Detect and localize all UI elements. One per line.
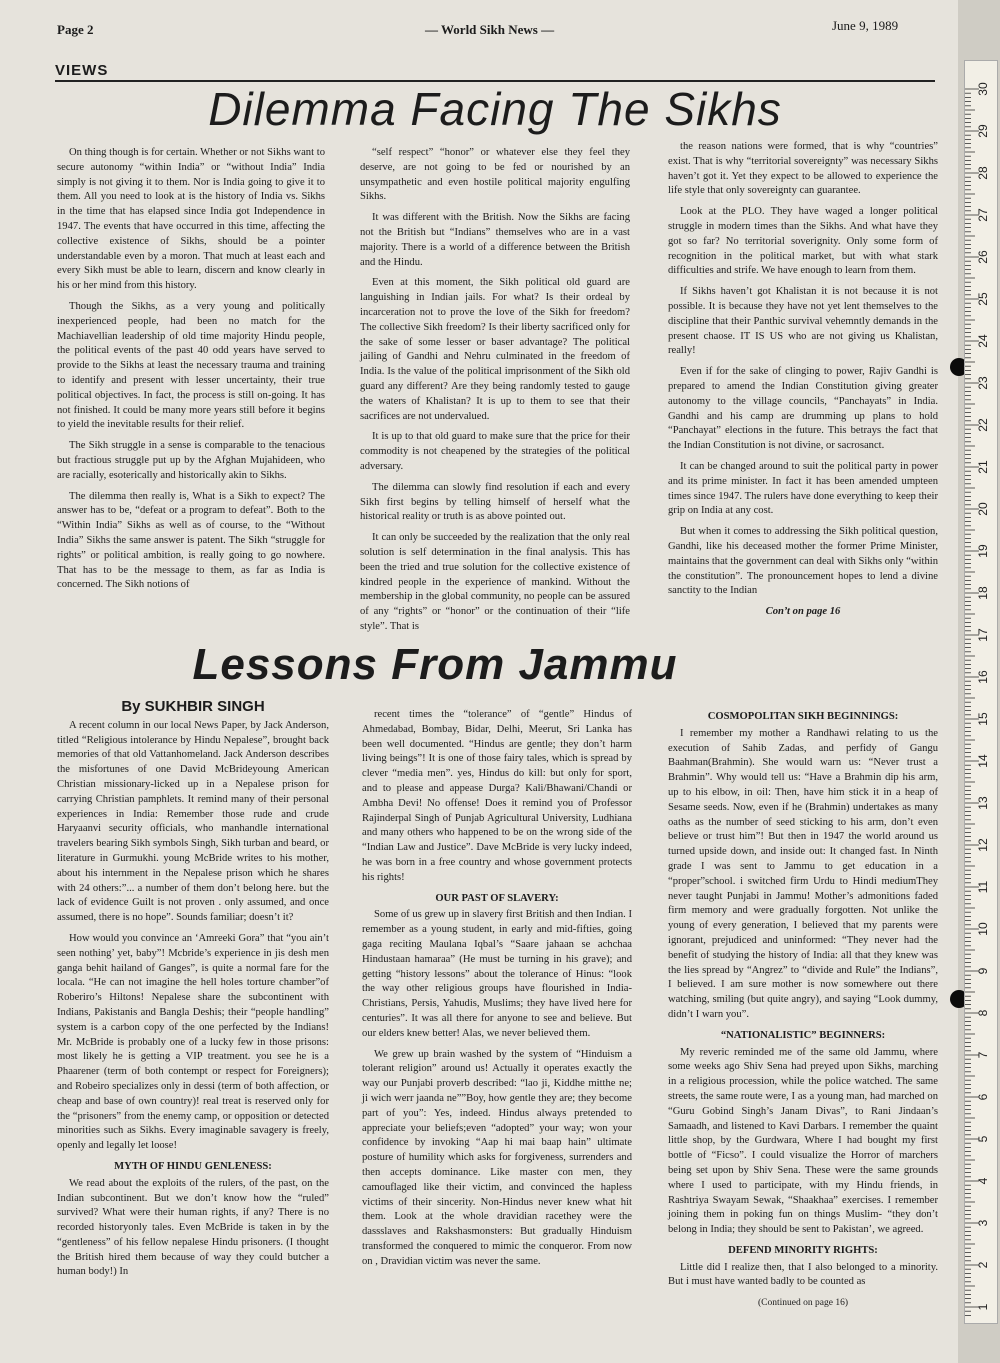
- ruler-label: 16: [976, 670, 990, 684]
- article-title: Dilemma Facing The Sikhs: [208, 83, 782, 135]
- ruler-ticks: [965, 61, 997, 1323]
- article2-column-3: [668, 706, 938, 1311]
- subhead-cosmopolitan: COSMOPOLITAN SIKH BEGINNINGS:: [707, 711, 899, 722]
- ruler-label: 26: [976, 250, 990, 264]
- ruler-label: 1: [976, 1303, 990, 1311]
- ruler-label: 15: [976, 712, 990, 726]
- paragraph: The Sikh struggle in a sense is comparable to the tenacious but fractious struggle put up by the Afghan Mujahideen, who are racially, esoterically and historically akin to Sikhs.: [57, 440, 325, 481]
- ruler-label: 24: [976, 334, 990, 348]
- paragraph: The dilemma then really is, What is a Sikh to expect? The answer has to be, “defeat or a program to defeat”. Both to the “Within India” Sikhs as well as of course, to the “Without India” Sikhs the same answer is patent. The Sikh “struggle for rights” or political ambition, is really going to go nowhere. That has to be the message to them, as far as India is concerned. The Sikh notions of: [57, 490, 325, 591]
- paragraph: the reason nations were formed, that is why “countries” exist. That is why “territorial sovereignty” was necessary Sikhs haven’t got it. Yet they expect to be allowed to experience the life style that only sovereignty can guarantee.: [668, 141, 938, 197]
- ruler-label: 4: [976, 1177, 990, 1185]
- ruler-label: 2: [976, 1261, 990, 1269]
- section-label: VIEWS: [55, 62, 109, 79]
- article-title-2: Lessons From Jammu: [192, 640, 678, 689]
- paragraph: If Sikhs haven’t got Khalistan it is not because it is not possible. It is because they have not yet lent themselves to the discipline that their Panthic survival vehemntly demands in the present chaose. IT IS US who are not giving us Khalistan, really!: [668, 286, 938, 357]
- ruler-label: 18: [976, 586, 990, 600]
- paragraph: Little did I realize then, that I also belonged to a minority. But i must have wanted badly to be counted as: [668, 1261, 938, 1288]
- ruler-label: 8: [976, 1009, 990, 1017]
- paragraph: recent times the “tolerance” of “gentle” Hindus of Ahmedabad, Bombay, Bidar, Delhi, Meerut, Sri Lanka has been well documented. “Hindus are gentle; they don’t harm living beings”! It is one of those fairy tales, which is spread by clever “media men”. yes, Hindus do kill: but only for sport, and to please and appease Durga? Kali/Bhawani/Chandi or Ambha Devi! No offense! Does it remind you of Professor Rajinderpal Singh of Punjab Agricultural University, Ludhiana and many others who happened to be on the wrong side of the “Indian Law and Justice”. Dave McBride is very lucky indeed, he was born in a free country and whose government protects his rights!: [362, 709, 632, 883]
- ruler-label: 10: [976, 922, 990, 936]
- continued-note: Con’t on page 16: [765, 606, 841, 618]
- subhead-myth: MYTH OF HINDU GENLENESS:: [114, 1160, 272, 1172]
- paragraph: It can be changed around to suit the political party in power and its prime minister. In fact it has been amended umpteen times since 1947. The rulers have done everything to keep their grip on India at any cost.: [668, 460, 938, 517]
- ruler-label: 13: [976, 796, 990, 810]
- paragraph: “self respect” “honor” or whatever else they feel they deserve, are not going to be fed or nourished by an unsympathetic and even hostile political majority engulfing Sikhs.: [360, 147, 630, 203]
- paragraph: We read about the exploits of the rulers, of the past, on the Indian subcontinent. But we don’t know how the “ruled” survived? What were their human rights, if any? There is no recorded historyonly tales. Even McBride is taken in by the “gentleness” of his fellow nepalese Hindu prisoners. (I thought the British hired them because of way they could butcher a human body!) In: [57, 1177, 329, 1278]
- issue-date: June 9, 1989: [832, 18, 899, 33]
- ruler-label: 14: [976, 754, 990, 768]
- continued-note: (Continued on page 16): [758, 1298, 848, 1309]
- ruler-label: 12: [976, 838, 990, 852]
- ruler-label: 20: [976, 502, 990, 516]
- paragraph: Even at this moment, the Sikh political old guard are languishing in Indian jails. For what? Is their ordeal by incarceration not to prove the love of the Sikh for freedom? The collective Sikh freedom? Is their liberty sacrificed only for the sake of some lesser or baser advantage? The political jailing of Gandhi and Nehru culminated in the freedom of India. Is the value of the political imprisonment of the Sikh old guard any different? Are they being randomly tested to gauge the waters of Khalistan? It is up to them to see that their sacrifices are not undervalued.: [360, 277, 630, 422]
- ruler-label: 27: [976, 208, 990, 222]
- ruler-label: 23: [976, 376, 990, 390]
- paragraph: Look at the PLO. They have waged a longer political struggle in modern times than the Sikhs. And what have they got so far? No territorial soverignity. Only some form of recognition in the political market, but with what stark difficulties and strife. We have enough to learn from them.: [668, 206, 938, 277]
- subhead-nationalistic: “NATIONALISTIC” BEGINNERS:: [720, 1029, 886, 1041]
- ruler-label: 6: [976, 1093, 990, 1101]
- paragraph: How would you convince an ‘Amreeki Gora” that “you ain’t seen nothing’ yet, baby”! Mcbride’s experience in jis desh men ganga behit hailand of Ganges”, is quite a normal fare for the locala. “He can not imagine the hell holes torture chamber”of Roberiro’s Hiltons! Nepalese share the subcontinent with Indians, Pakistanis and Bangla Deshis; their “people handling” system is a carbon copy of the one perfected by the Indians! Mr. McBride is probably one of a lucky few in those prisons: most likely he is getting a VIP treatment. you see he is a Phaarener (term of both contempt or respect for Foreigners); and Robeiro specializes only in dessi (term of both affection, or cheap and base of own country)! real treat is reserved only for the “prisoners” from the enemy camp, or opposition or detected minorities such as Sikhs. Every imaginable savagery is freely, openly and legally let loose!: [57, 932, 329, 1152]
- ruler-label: 19: [976, 544, 990, 558]
- subhead-slavery: OUR PAST OF SLAVERY:: [435, 892, 559, 904]
- article1-column-1: [57, 146, 325, 599]
- measuring-ruler: [964, 60, 998, 1324]
- paragraph: Even if for the sake of clinging to power, Rajiv Gandhi is prepared to amend the Indian Constitution giving greater autonomy to the village councils, “Panchayats” in India. Gandhi and his camp are drumming up plans to hold “Panchayat” elections in the future. This betrays the fact that the Indian Constitution is not divine, or sacrosanct.: [668, 366, 938, 452]
- ruler-label: 30: [976, 82, 990, 96]
- ruler-label: 11: [976, 880, 990, 894]
- article1-column-2: [360, 146, 630, 641]
- section-bar: [55, 60, 935, 82]
- article1-column-3: [668, 140, 938, 620]
- paragraph: A recent column in our local News Paper, by Jack Anderson, titled “Religious intolerance by Hindu Nepalese”, brought back memories of that old Vattanhomeland. Jack Anderson describes the misfortunes of one David McBrideyoung American Christian missionary-licked up in a Nepalese prison for carrying Christian pamphlets. It remind many of their personal experiences in India: Remember those rude and crude Haryaanvi security officials, who manhandle international travelers bearing Sikh symbols Singh, Sikh turban and beard, or literature in Gurmukhi. young McBride writes to his mother, about his internment in the Nepalese prison which he shares with 24 others:”... a number of them don’t belong here. but the lack of evidence Guilt is not proven . only assumed, and once assumed, there is no hope”. Sounds familiar; doesn’t it?: [57, 719, 329, 924]
- paragraph: I remember my mother a Randhawi relating to us the execution of Sahib Zadas, and perfidy of Gangu Baahman(Brahmin). She would warn us: “Never trust a Brahmin”. Why would tell us: “Have a Brahmin dip his arm, up to his elbow, in oil: Then, have him stick it in a heap of Sesame seeds. Now, even if he (Brahmin) undertakes as many oaths as the number of seed sticking to his arm, don’t even believe or trust him”! But then in 1947 the world around us turned upside down, and inside out: It changed fast. In Ninth grade I was sent to Jammu to get education in a “proper”school. i switched firm Urdu to Hindi mediumThey never taught Punjabi in Jammu! Mother’s admonitions faded firm memory and were gradually forgotten. Not unlike the young of every generation, I believed that my parents were ignorant, prejudiced and uninformed: “They never had the benefit of studying the history of India: all that they knew was the lies spread by “Angrez” to “divide and Rule” the Indians”, I believed. I am sure mother is now somewhere out there watching, smiling (but quite angry), and saying “Look dummy, didn’t I warn you”.: [668, 727, 938, 1020]
- paragraph: The dilemma can slowly find resolution if each and every Sikh first begins by telling himself of herself what the historical reality or truth is as above pointed out.: [360, 481, 630, 523]
- ruler-label: 9: [976, 967, 990, 975]
- paragraph: It was different with the British. Now the Sikhs are facing not the British but “Indians” themselves who are in a vast majority. There is a world of a difference between the British and the Hindu.: [360, 212, 630, 268]
- ruler-label: 22: [976, 418, 990, 432]
- newspaper-name: — World Sikh News —: [425, 22, 555, 37]
- paragraph: We grew up brain washed by the system of “Hinduism a tolerant religion” around us! Actually it operates exactly the way our Punjabi proverb described: “lao ji, Kiddhe mitthe ne; ji wich werr jaanda ne””Boy, how gentle they are; they become part of you”: Yes, indeed. Hindus always pretended to appreciate your beliefs;even “adopted” your way; won your confidence by invoking “Aap hi mai baap hain” ultimate posture of humility which asks for forgiveness, surrenders and then accepts dominance. Like master con men, they camouflaged like their victim, and convinced the hapless victims of their sincerity. Non-Hindus never knew what hit them. Look at the whole dravidian racethey were the dassslaves and Rakshasmonsters: But gradually Hinduism transformed the conquered to mimic the conqueror. From now on , Dravidian victim was never the same.: [362, 1048, 632, 1267]
- paragraph: On thing though is for certain. Whether or not Sikhs want to secure autonomy “within India” or “without India” India simply is not giving it to them. Nor is India going to give it to them. All you need to look at is the history of India vs. Sikhs in the time that has elapsed since India got Independence in 1947. The events that have occurred in this time, affecting the collective existence of Sikhs, should be a pointer understandable even by a moron. That much at least each and every Sikh must be able to learn, discern and know clearly in his or her mind from this history.: [57, 147, 325, 292]
- ruler-label: 7: [976, 1051, 990, 1059]
- article2-column-2: [362, 708, 632, 1275]
- subhead-minority: DEFEND MINORITY RIGHTS:: [728, 1244, 878, 1256]
- paragraph: But when it comes to addressing the Sikh political question, Gandhi, like his deceased mother the former Prime Minister, maintains that the government can deal with Sikhs only “within the constitution”. The pronouncement hopes to lend a divine sanctity to the Indian: [668, 526, 938, 597]
- page-number: Page 2: [57, 22, 94, 37]
- ruler-label: 5: [976, 1135, 990, 1143]
- paragraph: Though the Sikhs, as a very young and politically inexperienced people, had been no match for the Machiavellian leadership of old time majority Hindu people, the political events of the past 40 odd years have served to provide to the Sikhs at least the necessary trauma and training to identify and present with lesser uncertainty, their true political objectives. In fact, the process is still on-going. It has not finished. It could be many more years still before it begins to yield the inevitable results for their relief.: [57, 300, 325, 431]
- article2-column-1: [57, 700, 329, 1286]
- ruler-label: 21: [976, 460, 990, 474]
- paragraph: It is up to that old guard to make sure that the price for their commodity is not cheapened by the strategies of the political adversary.: [360, 431, 630, 472]
- paragraph: It can only be succeeded by the realization that the only real solution is self determination in the final analysis. This has been the tried and true solution for the collective existence of kindred people in the experience of mankind. Without the membership in the global community, no people can be assured of any “rights” or “honor” or the continuation of their “life style”. That is: [360, 532, 630, 632]
- paragraph: My reveric reminded me of the same old Jammu, where some weeks ago Shiv Sena had preyed upon Sikhs, marching in a religious procession, while the police watched. The same streets, the same route were, I as a young man, had marched on “Guru Gobind Singh’s Janam Divas”, to Rani Jindaan’s Samaadh, and listened to Kavi Darbars. I remember the quaint little shop, by the Gurdwara, Where I had bought my first bottle of “Ficso”. I could visualize the Horror of marchers being set upon by Shiv Sena. These were the same grounds where I used to participate, with my Hindu friends, in Rashtriya Swayam Sewak, “Shaakhaa” exercises. I remember joining them in poking fun on things Muslim- “they don’t belong in India; they should be sent to Pakistan’, we agreed.: [668, 1046, 938, 1236]
- ruler-label: 17: [976, 628, 990, 642]
- ruler-label: 29: [976, 124, 990, 138]
- ruler-label: 25: [976, 292, 990, 306]
- byline: By SUKHBIR SINGH: [121, 698, 265, 715]
- paragraph: Some of us grew up in slavery first British and then Indian. I remember as a young student, in early and mid-fifties, going gaga reciting Maulana Iqbal’s “Saare jahaan se achchaa Hindustaan hamaraa” (He must be turning in his grave); and getting “history lessons” about the tolerance of Hinus: “look the way other religious groups have flourished in India-Christians, Persis, Yahudis, Muslims; they have lived here for centuries”. It was all there for anyone to see and believe. But our elders knew better! Alas, we never believed them.: [362, 909, 632, 1039]
- ruler-label: 3: [976, 1219, 990, 1227]
- ruler-label: 28: [976, 166, 990, 180]
